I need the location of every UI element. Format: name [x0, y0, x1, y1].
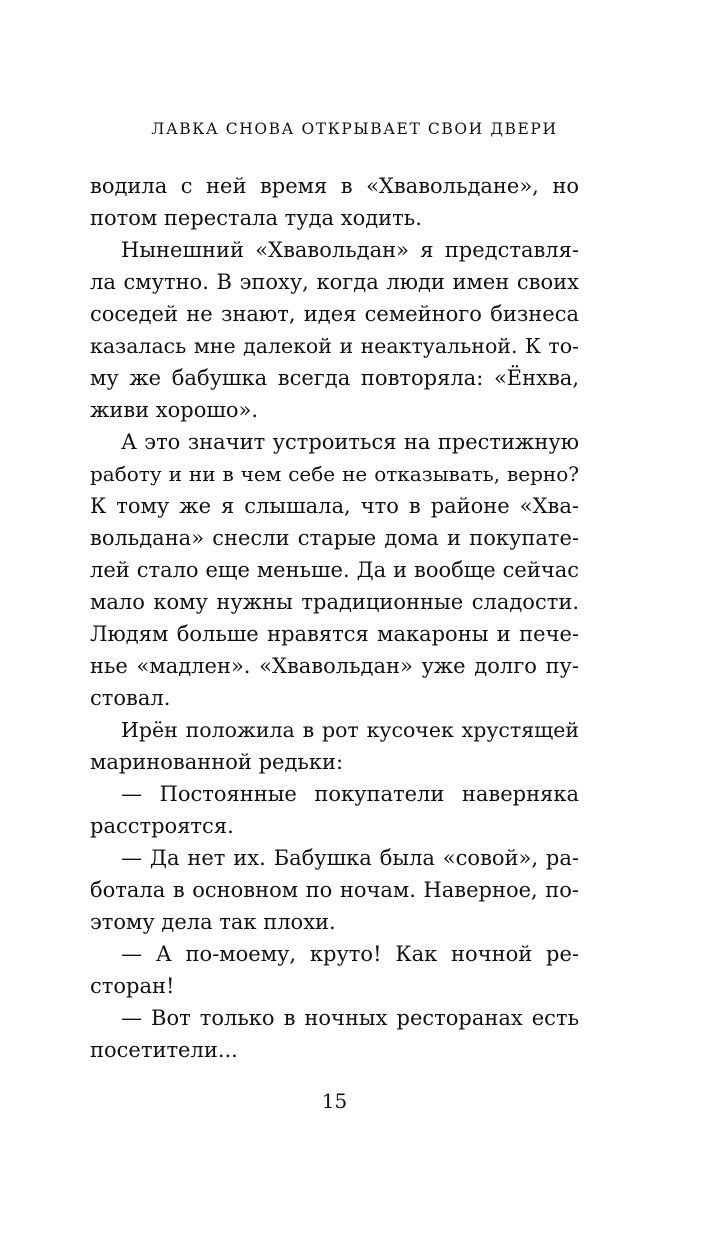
- text-line: му же бабушка всегда повторяла: «Ёнхва,: [90, 366, 579, 390]
- text-line: посетители...: [90, 1038, 238, 1062]
- text-line: — Вот только в ночных ресторанах есть: [121, 1006, 579, 1030]
- text-line: К тому же я слышала, что в районе «Хва-: [90, 494, 579, 518]
- text-line: мало кому нужны традиционные сладости.: [90, 590, 579, 614]
- text-line: А это значит устроиться на престижную: [121, 430, 579, 454]
- text-line: ботала в основном по ночам. Наверное, по-: [90, 878, 579, 902]
- text-line: этому дела так плохи.: [90, 910, 336, 934]
- text-line: потом перестала туда ходить.: [90, 206, 422, 230]
- text-line: живи хорошо».: [90, 398, 259, 422]
- text-line: казалась мне далекой и неактуальной. К то-: [90, 334, 579, 358]
- text-line: — Да нет их. Бабушка была «совой», ра-: [121, 846, 579, 870]
- running-head: ЛАВКА СНОВА ОТКРЫВАЕТ СВОИ ДВЕРИ: [151, 120, 558, 138]
- text-line: сторан!: [90, 974, 175, 998]
- text-line: нье «мадлен». «Хвавольдан» уже долго пу-: [90, 654, 579, 678]
- text-line: водила с ней время в «Хвавольдане», но: [90, 174, 579, 198]
- text-line: ла смутно. В эпоху, когда люди имен своих: [90, 270, 579, 294]
- text-line: Людям больше нравятся макароны и пече-: [90, 622, 579, 646]
- text-line: стовал.: [90, 686, 171, 710]
- text-line: — А по-моему, круто! Как ночной ре-: [121, 942, 579, 966]
- text-line: работу и ни в чем себе не отказывать, верно?: [90, 462, 579, 486]
- text-line: Нынешний «Хвавольдан» я представля-: [121, 238, 579, 262]
- text-line: маринованной редьки:: [90, 750, 344, 774]
- text-line: — Постоянные покупатели наверняка: [121, 782, 579, 806]
- page-number: 15: [321, 1089, 348, 1113]
- text-line: соседей не знают, идея семейного бизнеса: [90, 302, 579, 326]
- text-line: лей стало еще меньше. Да и вообще сейчас: [90, 558, 579, 582]
- text-line: Ирён положила в рот кусочек хрустящей: [121, 718, 579, 742]
- body-text: [90, 170, 579, 1066]
- text-line: расстроятся.: [90, 814, 234, 838]
- text-line: вольдана» снесли старые дома и покупате-: [90, 526, 579, 550]
